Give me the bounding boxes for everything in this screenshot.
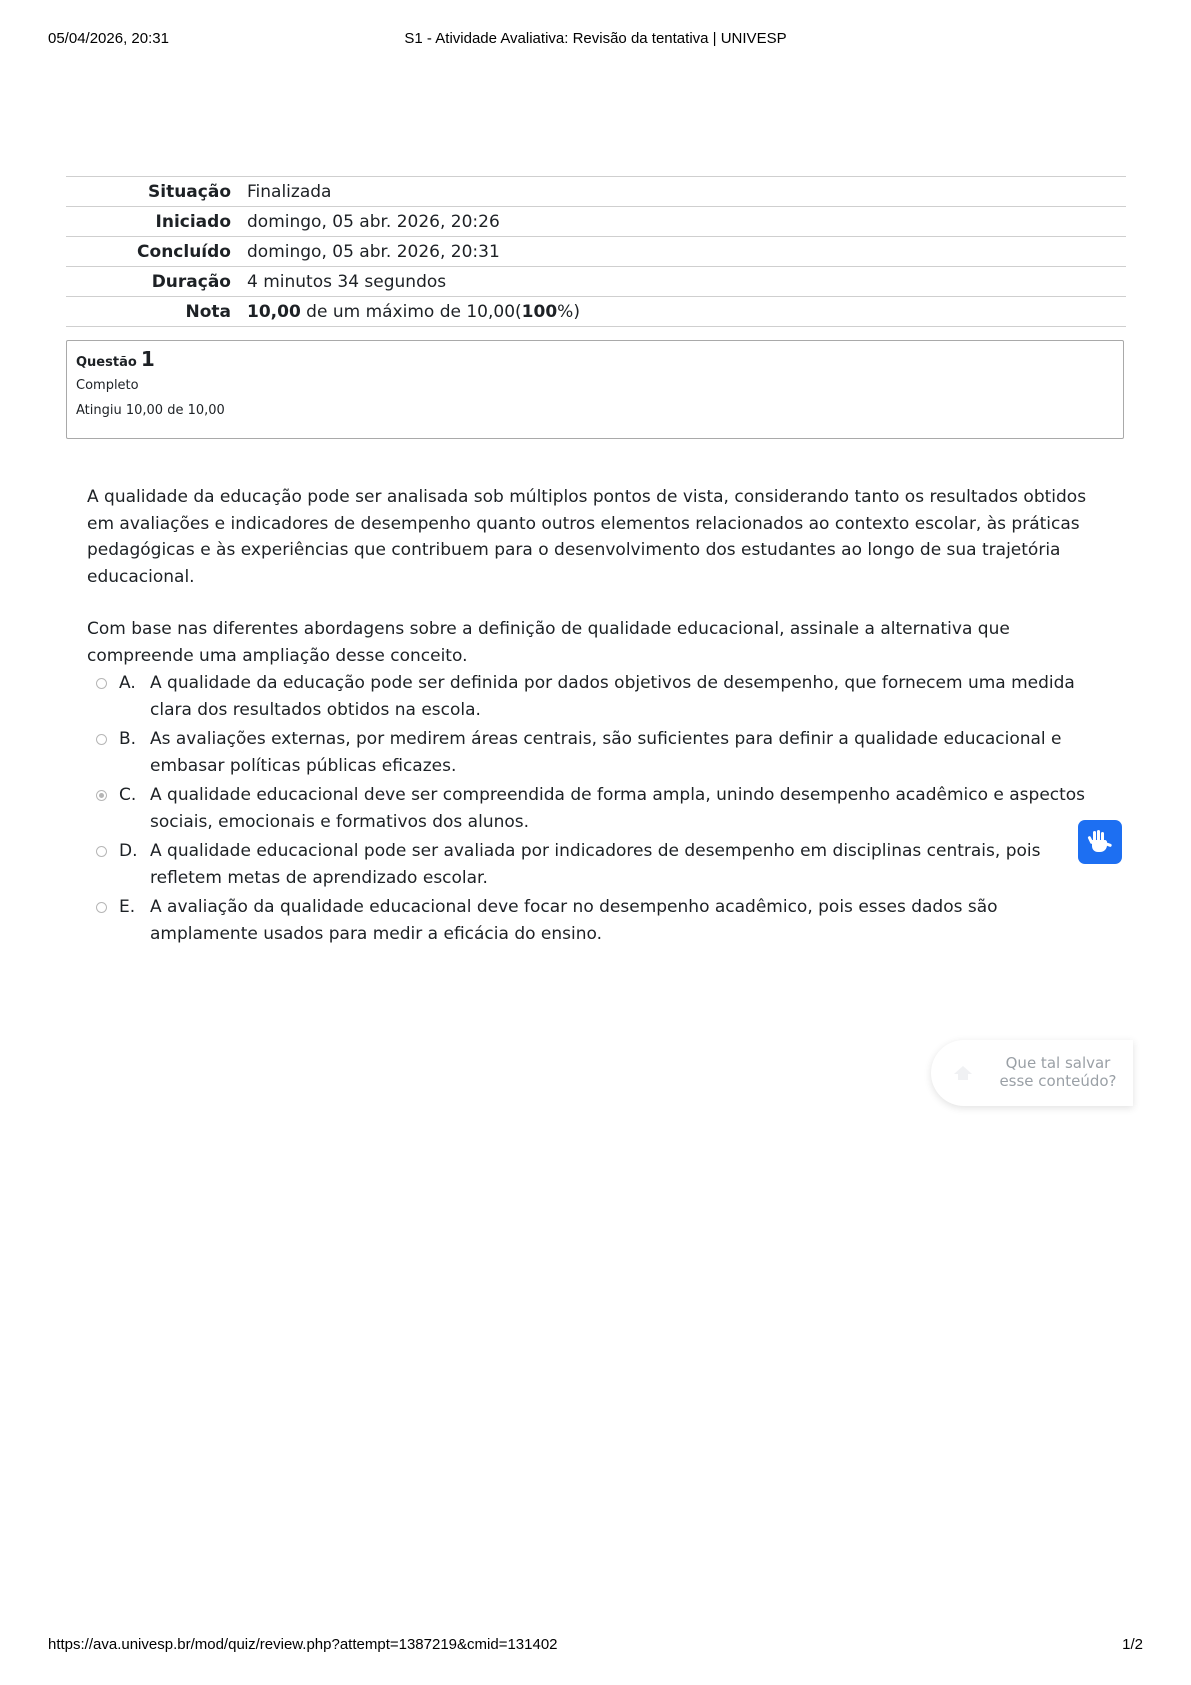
summary-row-grade [66,297,1126,327]
summary-row-duration [66,267,1126,297]
radio-button[interactable] [96,734,107,745]
summary-row-status [66,177,1126,207]
summary-label: Iniciado [155,211,231,232]
vlibras-accessibility-button[interactable] [1078,820,1122,864]
save-cloud-icon [951,1062,975,1084]
answer-text: A qualidade da educação pode ser definida por dados objetivos de desempenho, que fornecem uma medida clara dos resultados obtidos na escola. [150,673,1075,720]
save-prompt-line1: Que tal salvar [1005,1054,1111,1072]
summary-label: Duração [151,271,231,292]
print-header [0,30,1191,50]
answer-option-c[interactable] [96,782,1106,835]
radio-button[interactable] [96,678,107,689]
print-datetime: 05/04/2026, 20:31 [48,30,169,47]
question-text [87,484,1112,695]
answer-option-d[interactable] [96,838,1106,891]
print-page-title: S1 - Atividade Avaliativa: Revisão da tentativa | UNIVESP [404,30,787,47]
summary-label: Concluído [137,241,231,262]
question-number-value: 1 [140,347,155,371]
answer-letter: A. [119,673,136,693]
question-number [76,347,1114,371]
answer-options [96,670,1106,950]
question-paragraph: Com base nas diferentes abordagens sobre a definição de qualidade educacional, assinale a alternativa que compreende uma ampliação desse conceito. [87,619,1010,666]
grade-percent: 100 [521,301,558,322]
answer-text: A avaliação da qualidade educacional deve focar no desempenho acadêmico, pois esses dados são amplamente usados para medir a eficácia do ensino. [150,897,998,944]
summary-value: domingo, 05 abr. 2026, 20:26 [247,211,500,232]
attempt-summary-table [66,176,1126,327]
save-prompt-line2: esse conteúdo? [999,1072,1117,1090]
grade-value: 10,00 [247,301,301,322]
answer-text: A qualidade educacional deve ser compreendida de forma ampla, unindo desempenho acadêmico e aspectos sociais, emocionais e formativos dos alunos. [150,785,1086,832]
radio-button[interactable] [96,846,107,857]
question-label: Questão [76,355,137,370]
question-grade: Atingiu 10,00 de 10,00 [76,403,225,418]
question-state: Completo [76,378,139,393]
radio-button[interactable] [96,902,107,913]
print-footer [0,1636,1191,1656]
answer-letter: B. [119,729,137,749]
radio-button-selected[interactable] [96,790,107,801]
grade-max-text: de um máximo de 10,00( [300,301,522,322]
summary-value: 4 minutos 34 segundos [247,271,447,292]
summary-value: domingo, 05 abr. 2026, 20:31 [247,241,500,262]
answer-option-a[interactable] [96,670,1106,723]
summary-label: Situação [148,181,231,202]
answer-letter: C. [119,785,137,805]
summary-label: Nota [185,301,231,322]
summary-value [247,297,1126,327]
grade-percent-suffix: %) [557,301,580,322]
sign-language-hands-icon [1086,828,1114,856]
save-content-widget[interactable] [931,1040,1133,1106]
answer-text: As avaliações externas, por medirem áreas centrais, são suficientes para definir a qualidade educacional e embasar políticas públicas eficazes. [150,729,1062,776]
answer-text: A qualidade educacional pode ser avaliada por indicadores de desempenho em disciplinas centrais, pois refletem metas de aprendizado escolar. [150,841,1041,888]
question-info-box [66,340,1124,439]
answer-letter: E. [119,897,136,917]
answer-letter: D. [119,841,138,861]
answer-option-b[interactable] [96,726,1106,779]
question-paragraph: A qualidade da educação pode ser analisada sob múltiplos pontos de vista, considerando tanto os resultados obtidos em avaliações e indicadores de desempenho quanto outros elementos relacionados ao contexto escolar, às práticas pedagógicas e às experiências que contribuem para o desenvolvimento dos estudantes ao longo de sua trajetória educacional. [87,487,1087,587]
summary-row-completed [66,237,1126,267]
print-page-number: 1/2 [1122,1636,1143,1653]
summary-row-started [66,207,1126,237]
print-url: https://ava.univesp.br/mod/quiz/review.php?attempt=1387219&cmid=131402 [48,1636,558,1653]
summary-value: Finalizada [247,181,332,202]
answer-option-e[interactable] [96,894,1106,947]
